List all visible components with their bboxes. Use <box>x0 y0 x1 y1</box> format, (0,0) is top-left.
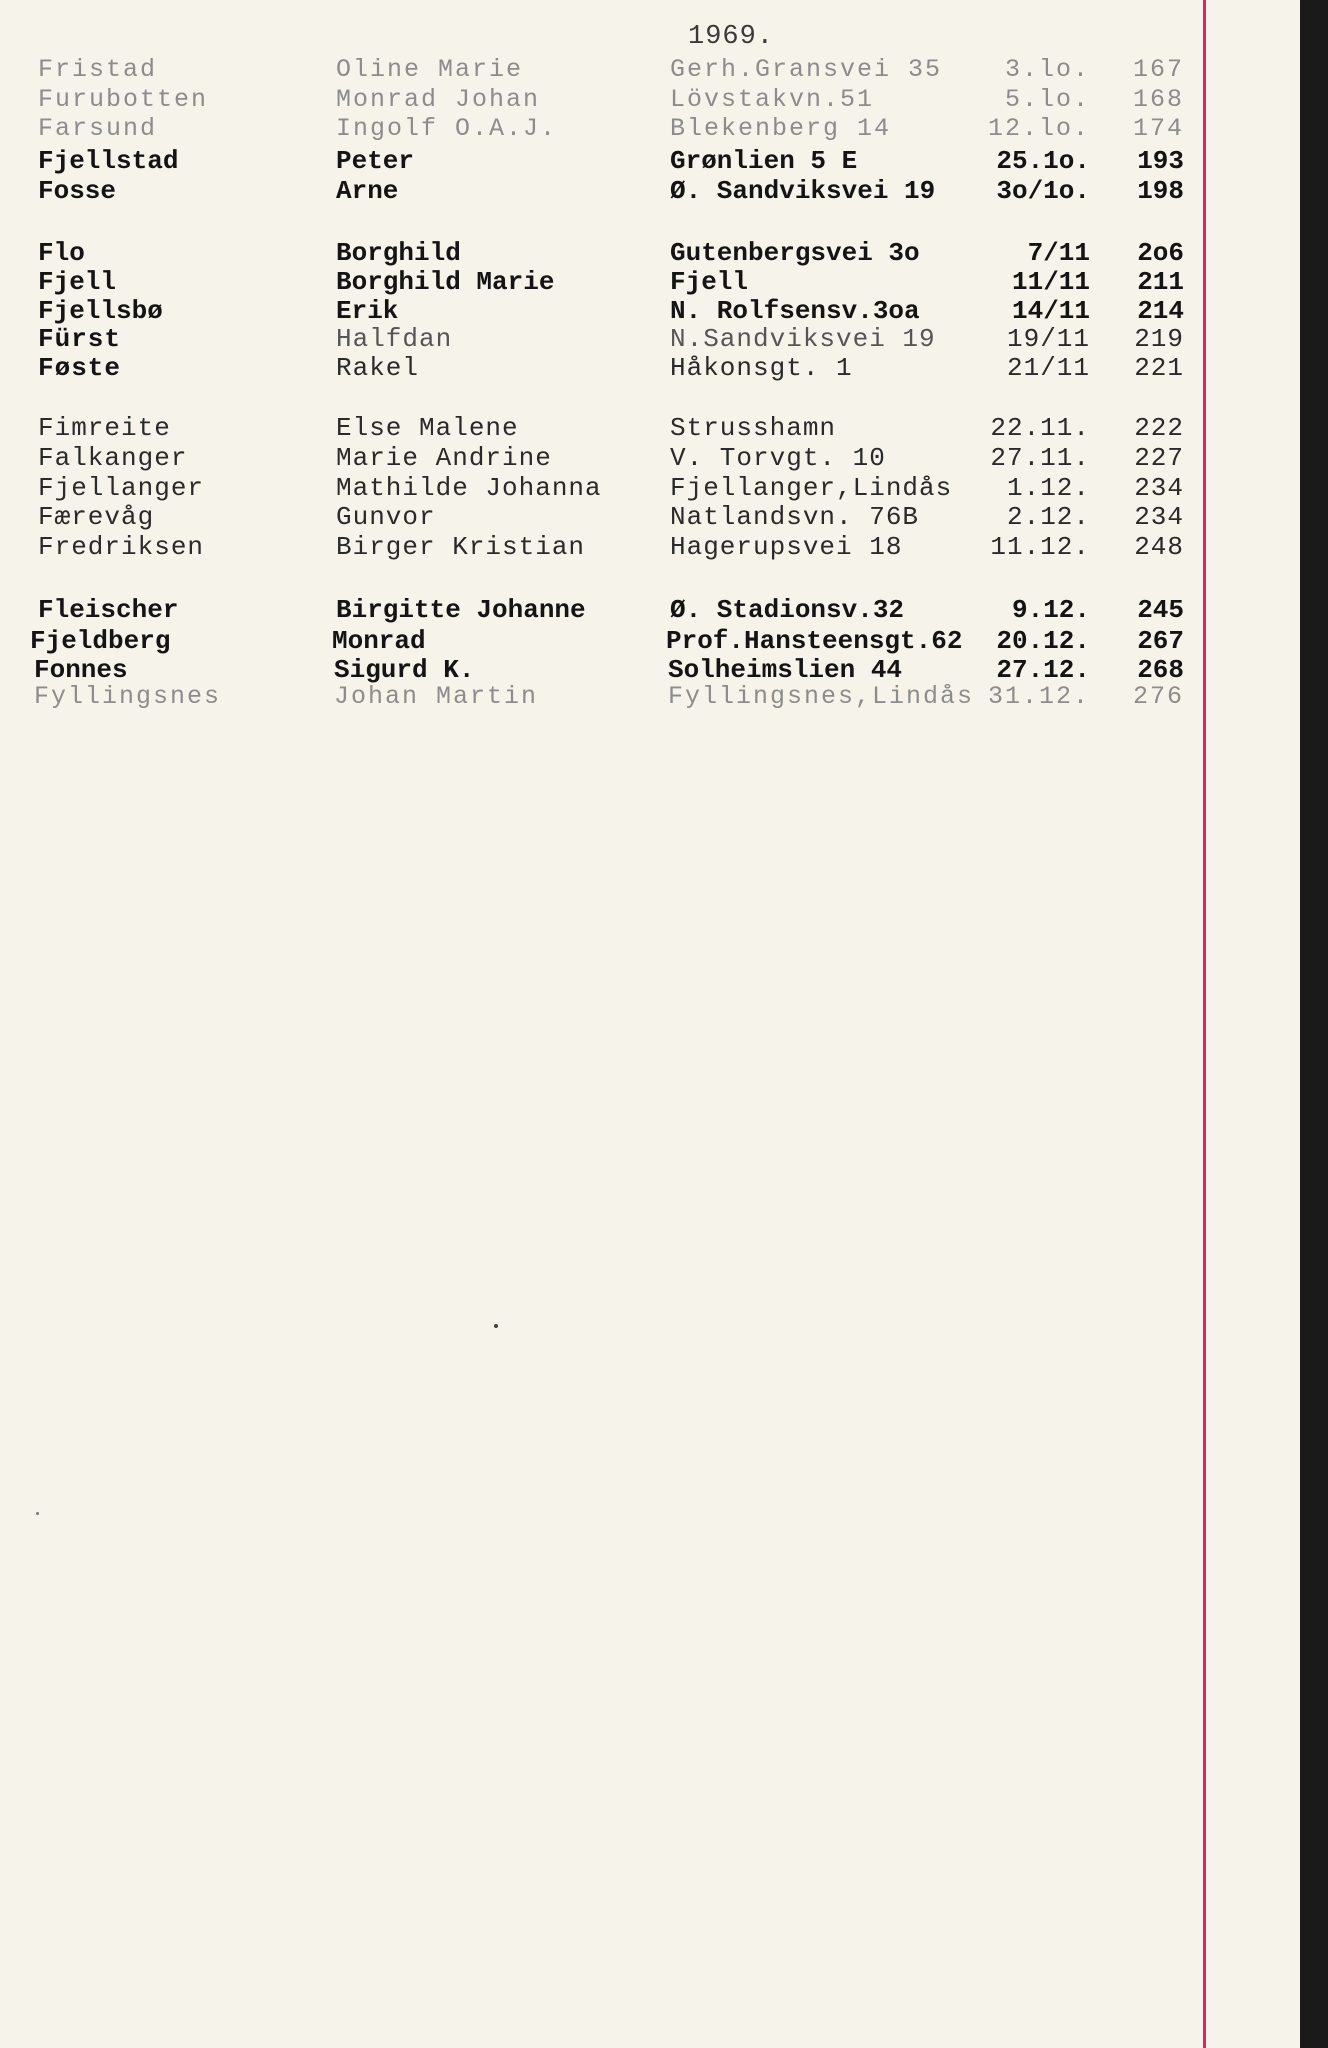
given-name: Mathilde Johanna <box>336 473 602 503</box>
address: V. Torvgt. 10 <box>670 443 886 473</box>
margin-line <box>1203 0 1206 2048</box>
entry-number: 214 <box>1137 296 1184 326</box>
date: 14/11 <box>1011 296 1090 326</box>
given-name: Borghild <box>336 238 461 268</box>
entry-row <box>0 473 1200 503</box>
entry-number: 227 <box>1134 443 1184 473</box>
surname: Færevåg <box>38 502 155 532</box>
address: Fjell <box>670 267 749 297</box>
given-name: Halfdan <box>336 324 453 354</box>
entry-row <box>0 85 1200 115</box>
address: Prof.Hansteensgt.62 <box>666 626 963 656</box>
entry-number: 167 <box>1132 55 1184 84</box>
date: 27.12. <box>996 655 1090 685</box>
address: Solheimslien 44 <box>668 655 903 685</box>
given-name: Johan Martin <box>334 682 539 711</box>
address: N. Rolfsensv.3oa <box>670 296 920 326</box>
address: Blekenberg 14 <box>670 114 892 143</box>
given-name: Monrad Johan <box>336 85 541 114</box>
entry-row <box>0 443 1200 473</box>
date: 11.12. <box>990 532 1090 562</box>
entry-number: 222 <box>1134 413 1184 443</box>
date: 25.1o. <box>996 146 1090 176</box>
entry-number: 168 <box>1132 85 1184 114</box>
address: Fjellanger,Lindås <box>670 473 953 503</box>
address: Håkonsgt. 1 <box>670 353 853 383</box>
date: 7/11 <box>1027 238 1090 268</box>
surname: Falkanger <box>38 443 188 473</box>
given-name: Sigurd K. <box>334 655 475 685</box>
entry-row <box>0 267 1200 297</box>
address: Ø. Stadionsv.32 <box>670 595 905 625</box>
date: 22.11. <box>990 413 1090 443</box>
given-name: Gunvor <box>336 502 436 532</box>
given-name: Erik <box>336 296 399 326</box>
given-name: Else Malene <box>336 413 519 443</box>
date: 3o/1o. <box>996 176 1090 206</box>
surname: Fjell <box>38 267 117 297</box>
date: 2.12. <box>1006 502 1090 532</box>
date: 5.lo. <box>1004 85 1090 114</box>
entry-row <box>0 413 1200 443</box>
entry-number: 2o6 <box>1137 238 1184 268</box>
date: 9.12. <box>1011 595 1090 625</box>
address: N.Sandviksvei 19 <box>670 324 936 354</box>
given-name: Ingolf O.A.J. <box>336 114 558 143</box>
surname: Fjellsbø <box>38 296 163 326</box>
entry-row <box>0 296 1200 326</box>
given-name: Monrad <box>332 626 426 656</box>
entry-row <box>0 176 1200 206</box>
date: 31.12. <box>987 682 1090 711</box>
surname: Fjellstad <box>38 146 179 176</box>
given-name: Marie Andrine <box>336 443 552 473</box>
entry-number: 174 <box>1132 114 1184 143</box>
address: Lövstakvn.51 <box>670 85 875 114</box>
surname: Fjeldberg <box>30 626 171 656</box>
surname: Fredriksen <box>38 532 205 562</box>
entry-row <box>0 626 1200 656</box>
entry-row <box>0 502 1200 532</box>
ink-speck <box>494 1324 498 1328</box>
surname: Fosse <box>38 176 117 206</box>
surname: Flo <box>38 238 85 268</box>
surname: Fleischer <box>38 595 179 625</box>
given-name: Birger Kristian <box>336 532 586 562</box>
surname: Føste <box>38 353 122 383</box>
surname: Fonnes <box>34 655 128 685</box>
entry-number: 234 <box>1134 502 1184 532</box>
entry-row <box>0 532 1200 562</box>
surname: Fimreite <box>38 413 171 443</box>
entry-row <box>0 655 1200 685</box>
given-name: Arne <box>336 176 399 206</box>
address: Gerh.Gransvei 35 <box>670 55 943 84</box>
given-name: Birgitte Johanne <box>336 595 586 625</box>
address: Natlandsvn. 76B <box>670 502 920 532</box>
card-edge <box>1300 0 1328 2048</box>
entry-number: 193 <box>1137 146 1184 176</box>
date: 20.12. <box>996 626 1090 656</box>
entry-number: 276 <box>1132 682 1184 711</box>
entry-row <box>0 595 1200 625</box>
year-heading: 1969. <box>688 22 775 52</box>
address: Strusshamn <box>670 413 837 443</box>
date: 11/11 <box>1011 267 1090 297</box>
entry-number: 268 <box>1137 655 1184 685</box>
entry-row <box>0 353 1200 383</box>
entry-number: 245 <box>1137 595 1184 625</box>
entry-number: 211 <box>1137 267 1184 297</box>
entry-number: 267 <box>1137 626 1184 656</box>
address: Grønlien 5 E <box>670 146 858 176</box>
date: 19/11 <box>1006 324 1090 354</box>
entry-row <box>0 324 1200 354</box>
entry-row <box>0 682 1200 712</box>
given-name: Oline Marie <box>336 55 524 84</box>
address: Fyllingsnes,Lindås <box>668 682 975 711</box>
given-name: Borghild Marie <box>336 267 555 297</box>
address: Ø. Sandviksvei 19 <box>670 176 936 206</box>
date: 27.11. <box>990 443 1090 473</box>
surname: Fristad <box>38 55 158 84</box>
entry-row <box>0 146 1200 176</box>
entry-number: 234 <box>1134 473 1184 503</box>
entry-number: 248 <box>1134 532 1184 562</box>
entry-number: 219 <box>1134 324 1184 354</box>
surname: Fjellanger <box>38 473 205 503</box>
date: 3.lo. <box>1004 55 1090 84</box>
surname: Fürst <box>38 324 122 354</box>
given-name: Rakel <box>336 353 420 383</box>
surname: Farsund <box>38 114 158 143</box>
date: 21/11 <box>1006 353 1090 383</box>
entry-row <box>0 238 1200 268</box>
date: 12.lo. <box>987 114 1090 143</box>
ink-speck <box>36 1512 39 1515</box>
entry-number: 198 <box>1137 176 1184 206</box>
address: Gutenbergsvei 3o <box>670 238 920 268</box>
date: 1.12. <box>1006 473 1090 503</box>
surname: Furubotten <box>38 85 209 114</box>
surname: Fyllingsnes <box>34 682 222 711</box>
entry-number: 221 <box>1134 353 1184 383</box>
address: Hagerupsvei 18 <box>670 532 903 562</box>
given-name: Peter <box>336 146 415 176</box>
entry-row <box>0 55 1200 85</box>
entry-row <box>0 114 1200 144</box>
